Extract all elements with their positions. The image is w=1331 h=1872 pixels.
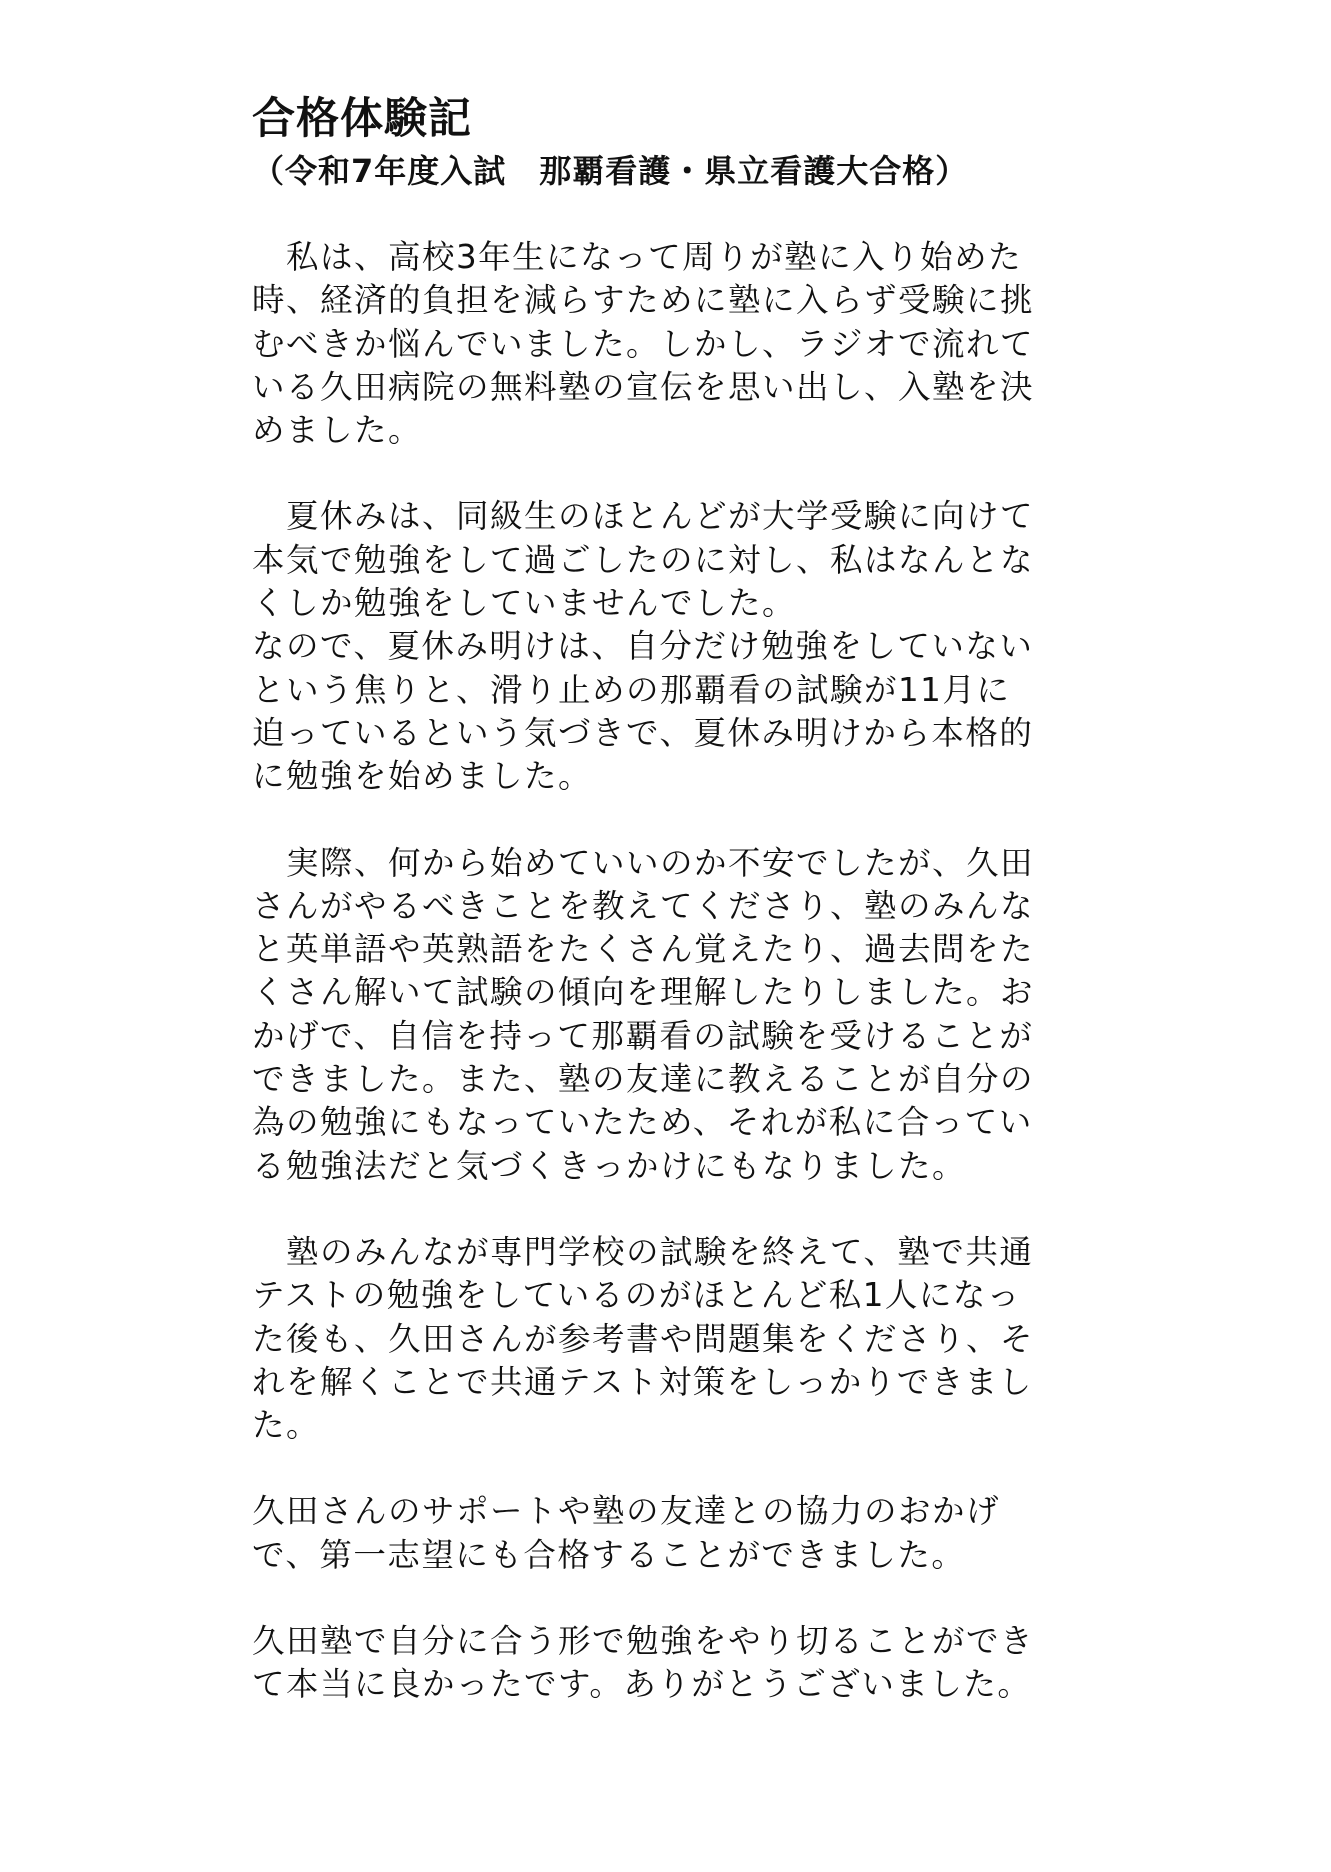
text-line: くしか勉強をしていませんでした。	[252, 584, 797, 623]
text-line: 久田塾で自分に合う形で勉強をやり切ることができ	[252, 1622, 1035, 1661]
paragraph-6	[252, 1620, 1082, 1707]
text-line: れを解くことで共通テスト対策をしっかりできまし	[252, 1362, 1033, 1401]
document-subtitle: （令和7年度入試 那覇看護・県立看護大合格）	[252, 152, 969, 190]
text-line: で、第一志望にも合格することができました。	[252, 1535, 966, 1574]
text-line: た。	[252, 1406, 321, 1445]
text-line: むべきか悩んでいました。しかし、ラジオで流れて	[252, 324, 1035, 363]
text-line: 時、経済的負担を減らすために塾に入らず受験に挑	[252, 281, 1035, 320]
document-title: 合格体験記	[252, 94, 472, 144]
text-line: 塾のみんなが専門学校の試験を終えて、塾で共通	[252, 1232, 1034, 1271]
text-line: に勉強を始めました。	[252, 757, 593, 796]
text-line: できました。また、塾の友達に教えることが自分の	[252, 1060, 1035, 1099]
text-line: 為の勉強にもなっていたため、それが私に合ってい	[252, 1103, 1033, 1142]
text-line: 本気で勉強をして過ごしたのに対し、私はなんとな	[252, 540, 1035, 579]
text-line: て本当に良かったです。ありがとうございました。	[252, 1665, 1032, 1704]
text-line: テストの勉強をしているのがほとんど私1人になっ	[252, 1276, 1021, 1315]
paragraph-3	[252, 842, 1082, 1188]
text-line: めました。	[252, 411, 423, 450]
text-line: という焦りと、滑り止めの那覇看の試験が11月に	[252, 670, 1011, 709]
text-line: 私は、高校3年生になって周りが塾に入り始めた	[252, 238, 1023, 276]
text-line: 久田さんのサポートや塾の友達との協力のおかげ	[252, 1492, 1001, 1531]
text-line: くさん解いて試験の傾向を理解したりしました。お	[252, 973, 1035, 1012]
text-line: かげで、自信を持って那覇看の試験を受けることが	[252, 1016, 1034, 1055]
paragraph-2	[252, 495, 1082, 798]
text-line: 実際、何から始めていいのか不安でしたが、久田	[252, 843, 1035, 882]
text-line: る勉強法だと気づくきっかけにもなりました。	[252, 1146, 967, 1185]
text-line: た後も、久田さんが参考書や問題集をくださり、そ	[252, 1319, 1035, 1358]
text-line: いる久田病院の無料塾の宣伝を思い出し、入塾を決	[252, 367, 1035, 406]
text-line: さんがやるべきことを教えてくださり、塾のみんな	[252, 886, 1035, 925]
paragraph-1	[252, 236, 1082, 452]
text-line: なので、夏休み明けは、自分だけ勉強をしていない	[252, 627, 1034, 666]
document	[252, 92, 1082, 1750]
paragraph-4	[252, 1231, 1082, 1447]
paragraph-5	[252, 1490, 1082, 1577]
text-line: と英単語や英熟語をたくさん覚えたり、過去問をた	[252, 930, 1035, 969]
text-line: 夏休みは、同級生のほとんどが大学受験に向けて	[252, 497, 1035, 536]
text-line: 迫っているという気づきで、夏休み明けから本格的	[252, 713, 1034, 752]
